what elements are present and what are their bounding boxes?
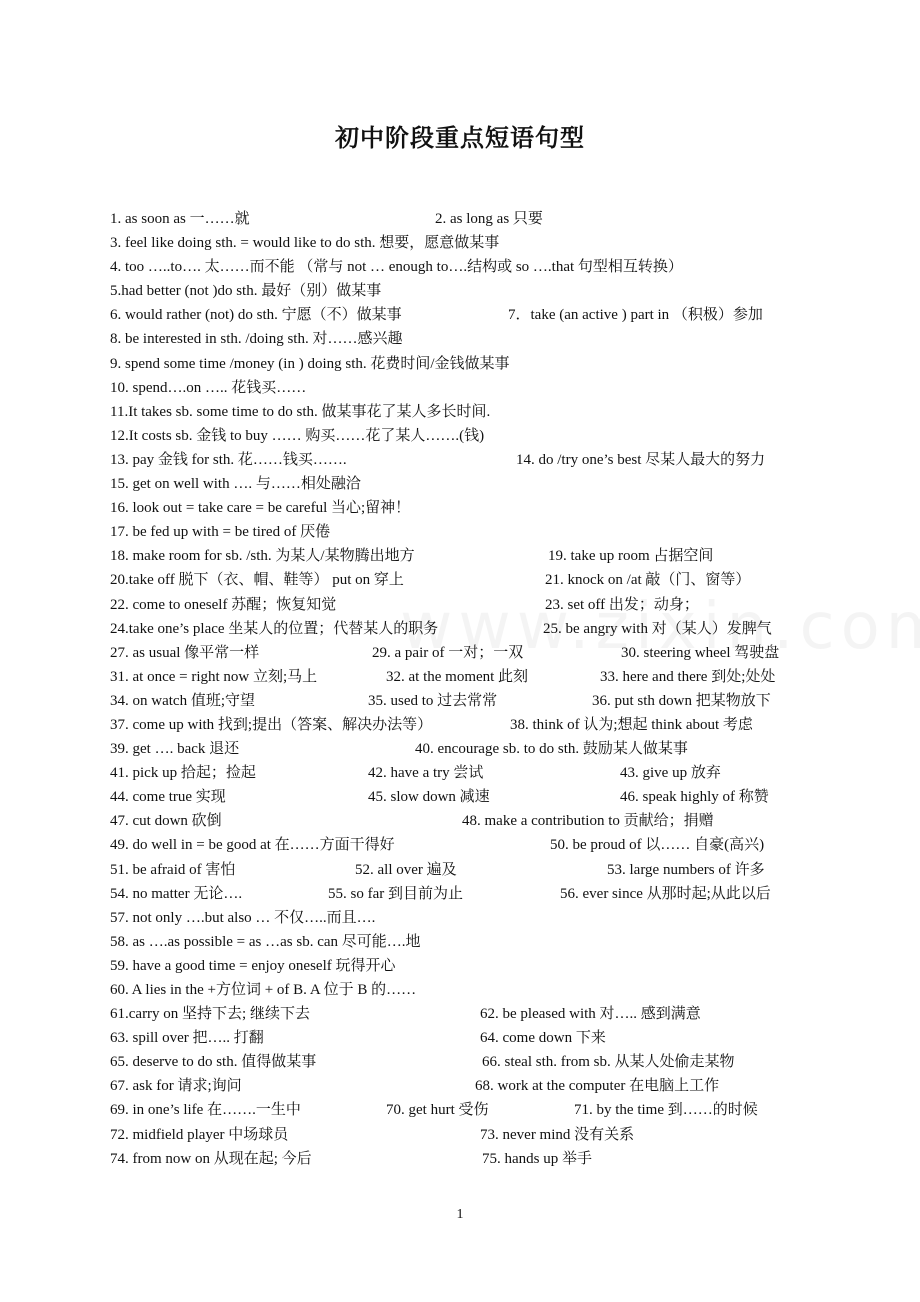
phrase-entry: 68. work at the computer 在电脑上工作 (475, 1078, 720, 1095)
phrase-entry: 47. cut down 砍倒 (110, 813, 222, 830)
phrase-line (110, 400, 830, 424)
phrase-entry: 18. make room for sb. /sth. 为某人/某物腾出地方 (110, 548, 415, 565)
phrase-entry: 33. here and there 到处;处处 (600, 668, 776, 685)
phrase-entry: 22. come to oneself 苏醒；恢复知觉 (110, 596, 337, 613)
phrase-line (110, 833, 830, 857)
phrase-entry: 11.It takes sb. some time to do sth. 做某事花了某人多长时间. (110, 403, 491, 420)
phrase-entry: 27. as usual 像平常一样 (110, 644, 260, 661)
phrase-line (110, 424, 830, 448)
phrase-line (110, 785, 830, 809)
phrase-entry: 41. pick up 拾起；捡起 (110, 765, 256, 782)
phrase-line (110, 858, 830, 882)
phrase-line (110, 496, 830, 520)
phrase-line (110, 689, 830, 713)
phrase-line (110, 1147, 830, 1171)
phrase-entry: 5.had better (not )do sth. 最好（别）做某事 (110, 283, 382, 300)
phrase-line (110, 737, 830, 761)
phrase-entry: 69. in one’s life 在…….一生中 (110, 1102, 301, 1119)
phrase-line (110, 761, 830, 785)
phrase-entry: 25. be angry with 对（某人）发脾气 (543, 620, 772, 637)
phrase-entry: 64. come down 下来 (480, 1030, 606, 1047)
phrase-entry: 23. set off 出发；动身； (545, 596, 699, 613)
phrase-line (110, 376, 830, 400)
phrase-entry: 13. pay 金钱 for sth. 花……钱买……. (110, 451, 347, 468)
phrase-line (110, 352, 830, 376)
phrase-entry: 57. not only ….but also … 不仅…..而且…. (110, 909, 376, 926)
phrase-entry: 50. be proud of 以…… 自豪(高兴) (550, 837, 765, 854)
phrase-entry: 8. be interested in sth. /doing sth. 对……感兴趣 (110, 331, 403, 348)
phrase-line (110, 1074, 830, 1098)
phrase-entry: 62. be pleased with 对….. 感到满意 (480, 1006, 701, 1023)
phrase-entry: 15. get on well with …. 与……相处融洽 (110, 476, 361, 493)
phrase-entry: 59. have a good time = enjoy oneself 玩得开心 (110, 957, 396, 974)
phrase-entry: 4. too …..to…. 太……而不能 （常与 not … enough to….结构或 so ….that 句型相互转换） (110, 259, 683, 276)
phrase-entry: 73. never mind 没有关系 (480, 1126, 635, 1143)
phrase-entry: 40. encourage sb. to do sth. 鼓励某人做某事 (415, 741, 688, 758)
phrase-entry: 74. from now on 从现在起; 今后 (110, 1150, 312, 1167)
page-title: 初中阶段重点短语句型 (335, 126, 585, 152)
phrase-entry: 39. get …. back 退还 (110, 741, 240, 758)
phrase-entry: 72. midfield player 中场球员 (110, 1126, 289, 1143)
phrase-line (110, 617, 830, 641)
phrase-line (110, 882, 830, 906)
phrase-line (110, 231, 830, 255)
phrase-entry: 6. would rather (not) do sth. 宁愿（不）做某事 (110, 307, 402, 324)
phrase-entry: 17. be fed up with = be tired of 厌倦 (110, 524, 331, 541)
phrase-line (110, 207, 830, 231)
phrase-entry: 54. no matter 无论…. (110, 885, 243, 902)
phrase-line (110, 665, 830, 689)
page-number: 1 (456, 1207, 464, 1222)
phrase-entry: 44. come true 实现 (110, 789, 226, 806)
phrase-entry: 38. think of 认为;想起 think about 考虑 (510, 716, 753, 733)
phrase-line (110, 1002, 830, 1026)
phrase-entry: 56. ever since 从那时起;从此以后 (560, 885, 771, 902)
phrase-line (110, 641, 830, 665)
phrase-line (110, 544, 830, 568)
phrase-entry: 10. spend….on ….. 花钱买…… (110, 379, 307, 396)
phrase-entry: 51. be afraid of 害怕 (110, 861, 236, 878)
phrase-entry: 21. knock on /at 敲（门、窗等） (545, 572, 751, 589)
phrase-line (110, 978, 830, 1002)
phrase-entry: 16. look out = take care = be careful 当心;留神！ (110, 500, 411, 517)
phrase-line (110, 520, 830, 544)
phrase-line (110, 906, 830, 930)
phrase-entry: 37. come up with 找到;提出（答案、解决办法等） (110, 716, 433, 733)
phrase-entry: 45. slow down 减速 (368, 789, 490, 806)
phrase-line (110, 568, 830, 592)
phrase-entry: 7．take (an active ) part in （积极）参加 (508, 307, 763, 324)
phrase-entry: 55. so far 到目前为止 (328, 885, 463, 902)
phrase-line (110, 1123, 830, 1147)
phrase-line (110, 809, 830, 833)
phrase-entry: 61.carry on 坚持下去; 继续下去 (110, 1006, 310, 1023)
phrase-line (110, 930, 830, 954)
phrase-line (110, 279, 830, 303)
phrase-entry: 70. get hurt 受伤 (386, 1102, 489, 1119)
phrase-entry: 65. deserve to do sth. 值得做某事 (110, 1054, 317, 1071)
phrase-entry: 67. ask for 请求;询问 (110, 1078, 242, 1095)
phrase-entry: 63. spill over 把….. 打翻 (110, 1030, 264, 1047)
phrase-entry: 20.take off 脱下（衣、帽、鞋等） put on 穿上 (110, 572, 404, 589)
phrase-entry: 24.take one’s place 坐某人的位置；代替某人的职务 (110, 620, 439, 637)
phrase-entry: 2. as long as 只要 (435, 211, 543, 227)
phrase-line (110, 327, 830, 351)
phrase-entry: 14. do /try one’s best 尽某人最大的努力 (516, 451, 766, 468)
phrase-entry: 30. steering wheel 驾驶盘 (621, 644, 780, 661)
phrase-line (110, 954, 830, 978)
phrase-line (110, 255, 830, 279)
phrase-entry: 31. at once = right now 立刻;马上 (110, 668, 318, 685)
phrase-entry: 75. hands up 举手 (482, 1150, 592, 1167)
phrase-entry: 43. give up 放弃 (620, 765, 721, 782)
phrase-entry: 71. by the time 到……的时候 (574, 1102, 758, 1119)
phrase-line (110, 1050, 830, 1074)
phrase-entry: 60. A lies in the +方位词 + of B. A 位于 B 的…… (110, 982, 417, 998)
phrase-line (110, 1098, 830, 1122)
phrase-line (110, 593, 830, 617)
phrase-entry: 58. as ….as possible = as …as sb. can 尽可能….地 (110, 933, 421, 950)
phrase-entry: 1. as soon as 一……就 (110, 211, 250, 227)
phrase-line (110, 448, 830, 472)
phrase-entry: 9. spend some time /money (in ) doing sth. 花费时间/金钱做某事 (110, 355, 510, 372)
phrase-entry: 32. at the moment 此刻 (386, 668, 529, 685)
phrase-line (110, 472, 830, 496)
phrase-line (110, 303, 830, 327)
phrase-entry: 29. a pair of 一对；一双 (372, 644, 524, 661)
phrase-entry: 66. steal sth. from sb. 从某人处偷走某物 (482, 1054, 735, 1071)
phrase-entry: 49. do well in = be good at 在……方面干得好 (110, 837, 395, 854)
phrase-entry: 3. feel like doing sth. = would like to do sth. 想要，愿意做某事 (110, 235, 500, 252)
phrase-line (110, 1026, 830, 1050)
phrase-entry: 19. take up room 占据空间 (548, 548, 714, 565)
phrase-entry: 36. put sth down 把某物放下 (592, 692, 771, 709)
phrase-entry: 35. used to 过去常常 (368, 692, 498, 709)
phrase-entry: 12.It costs sb. 金钱 to buy …… 购买……花了某人…….(钱) (110, 427, 485, 444)
phrase-entry: 52. all over 遍及 (355, 861, 457, 878)
phrase-entry: 42. have a try 尝试 (368, 765, 484, 782)
phrase-entry: 34. on watch 值班;守望 (110, 692, 255, 709)
phrase-entry: 46. speak highly of 称赞 (620, 789, 769, 806)
phrase-line (110, 713, 830, 737)
phrase-entry: 53. large numbers of 许多 (607, 861, 765, 878)
phrase-entry: 48. make a contribution to 贡献给；捐赠 (462, 813, 714, 830)
phrase-list (110, 207, 830, 1171)
